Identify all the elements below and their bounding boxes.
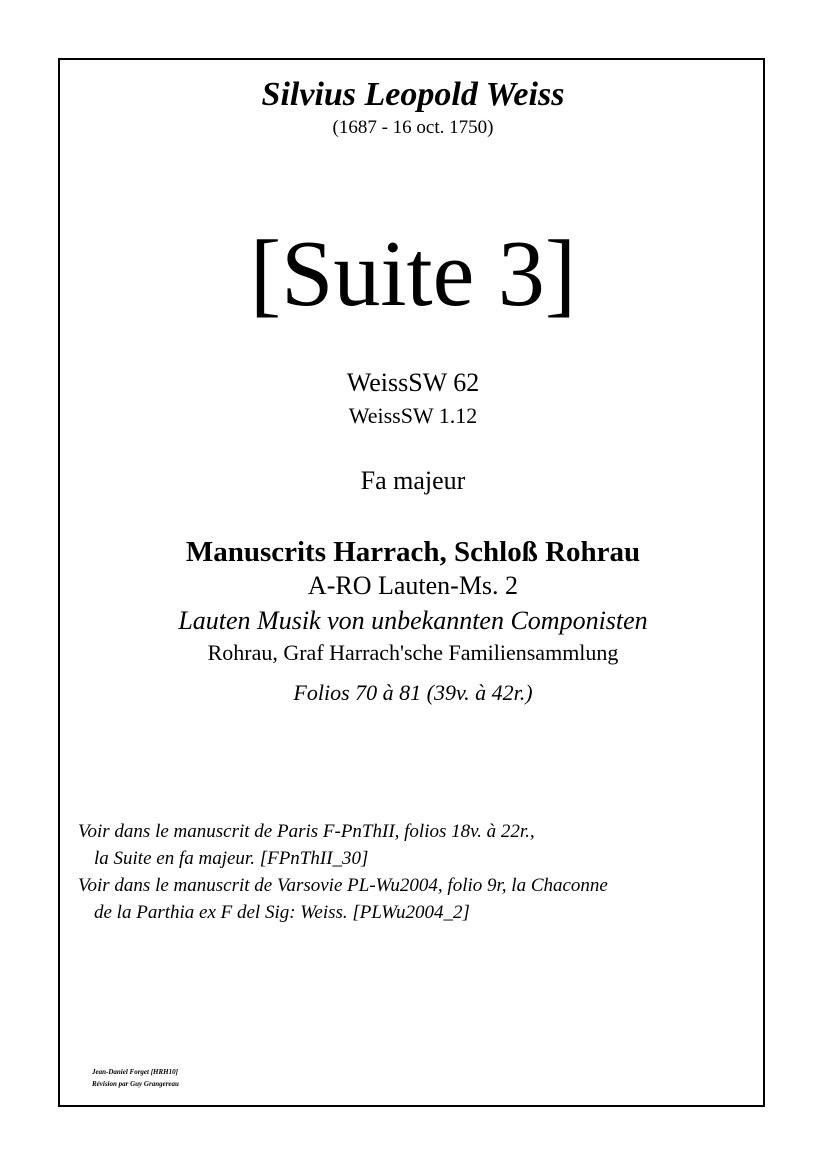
catalogue-number-secondary: WeissSW 1.12 (348, 403, 478, 428)
suite-title: [Suite 3] (249, 222, 577, 326)
composer-dates: (1687 - 16 oct. 1750) (332, 117, 494, 138)
concordance-notes (78, 818, 758, 926)
credits (92, 1066, 179, 1090)
key-signature: Fa majeur (360, 466, 466, 495)
manuscript-folios: Folios 70 à 81 (39v. à 42r.) (293, 680, 533, 705)
manuscript-signature: A-RO Lauten-Ms. 2 (307, 571, 519, 600)
catalogue-number-primary: WeissSW 62 (346, 368, 480, 397)
composer-name: Silvius Leopold Weiss (261, 76, 565, 113)
note-line: de la Parthia ex F del Sig: Weiss. [PLWu2004_2] (94, 902, 470, 923)
credit-author: Jean-Daniel Forget [HRH10] (92, 1068, 178, 1076)
credit-revision: Révision par Guy Grangereau (92, 1080, 179, 1088)
note-line: Voir dans le manuscrit de Varsovie PL-Wu2004, folio 9r, la Chaconne (78, 875, 608, 896)
note-line: Voir dans le manuscrit de Paris F-PnThII, folios 18v. à 22r., (78, 821, 535, 842)
manuscript-description: Lauten Musik von unbekannten Componisten (178, 606, 648, 635)
manuscript-title: Manuscrits Harrach, Schloß Rohrau (185, 536, 641, 568)
manuscript-location: Rohrau, Graf Harrach'sche Familiensammlung (207, 640, 619, 665)
note-line: la Suite en fa majeur. [FPnThII_30] (94, 848, 369, 869)
